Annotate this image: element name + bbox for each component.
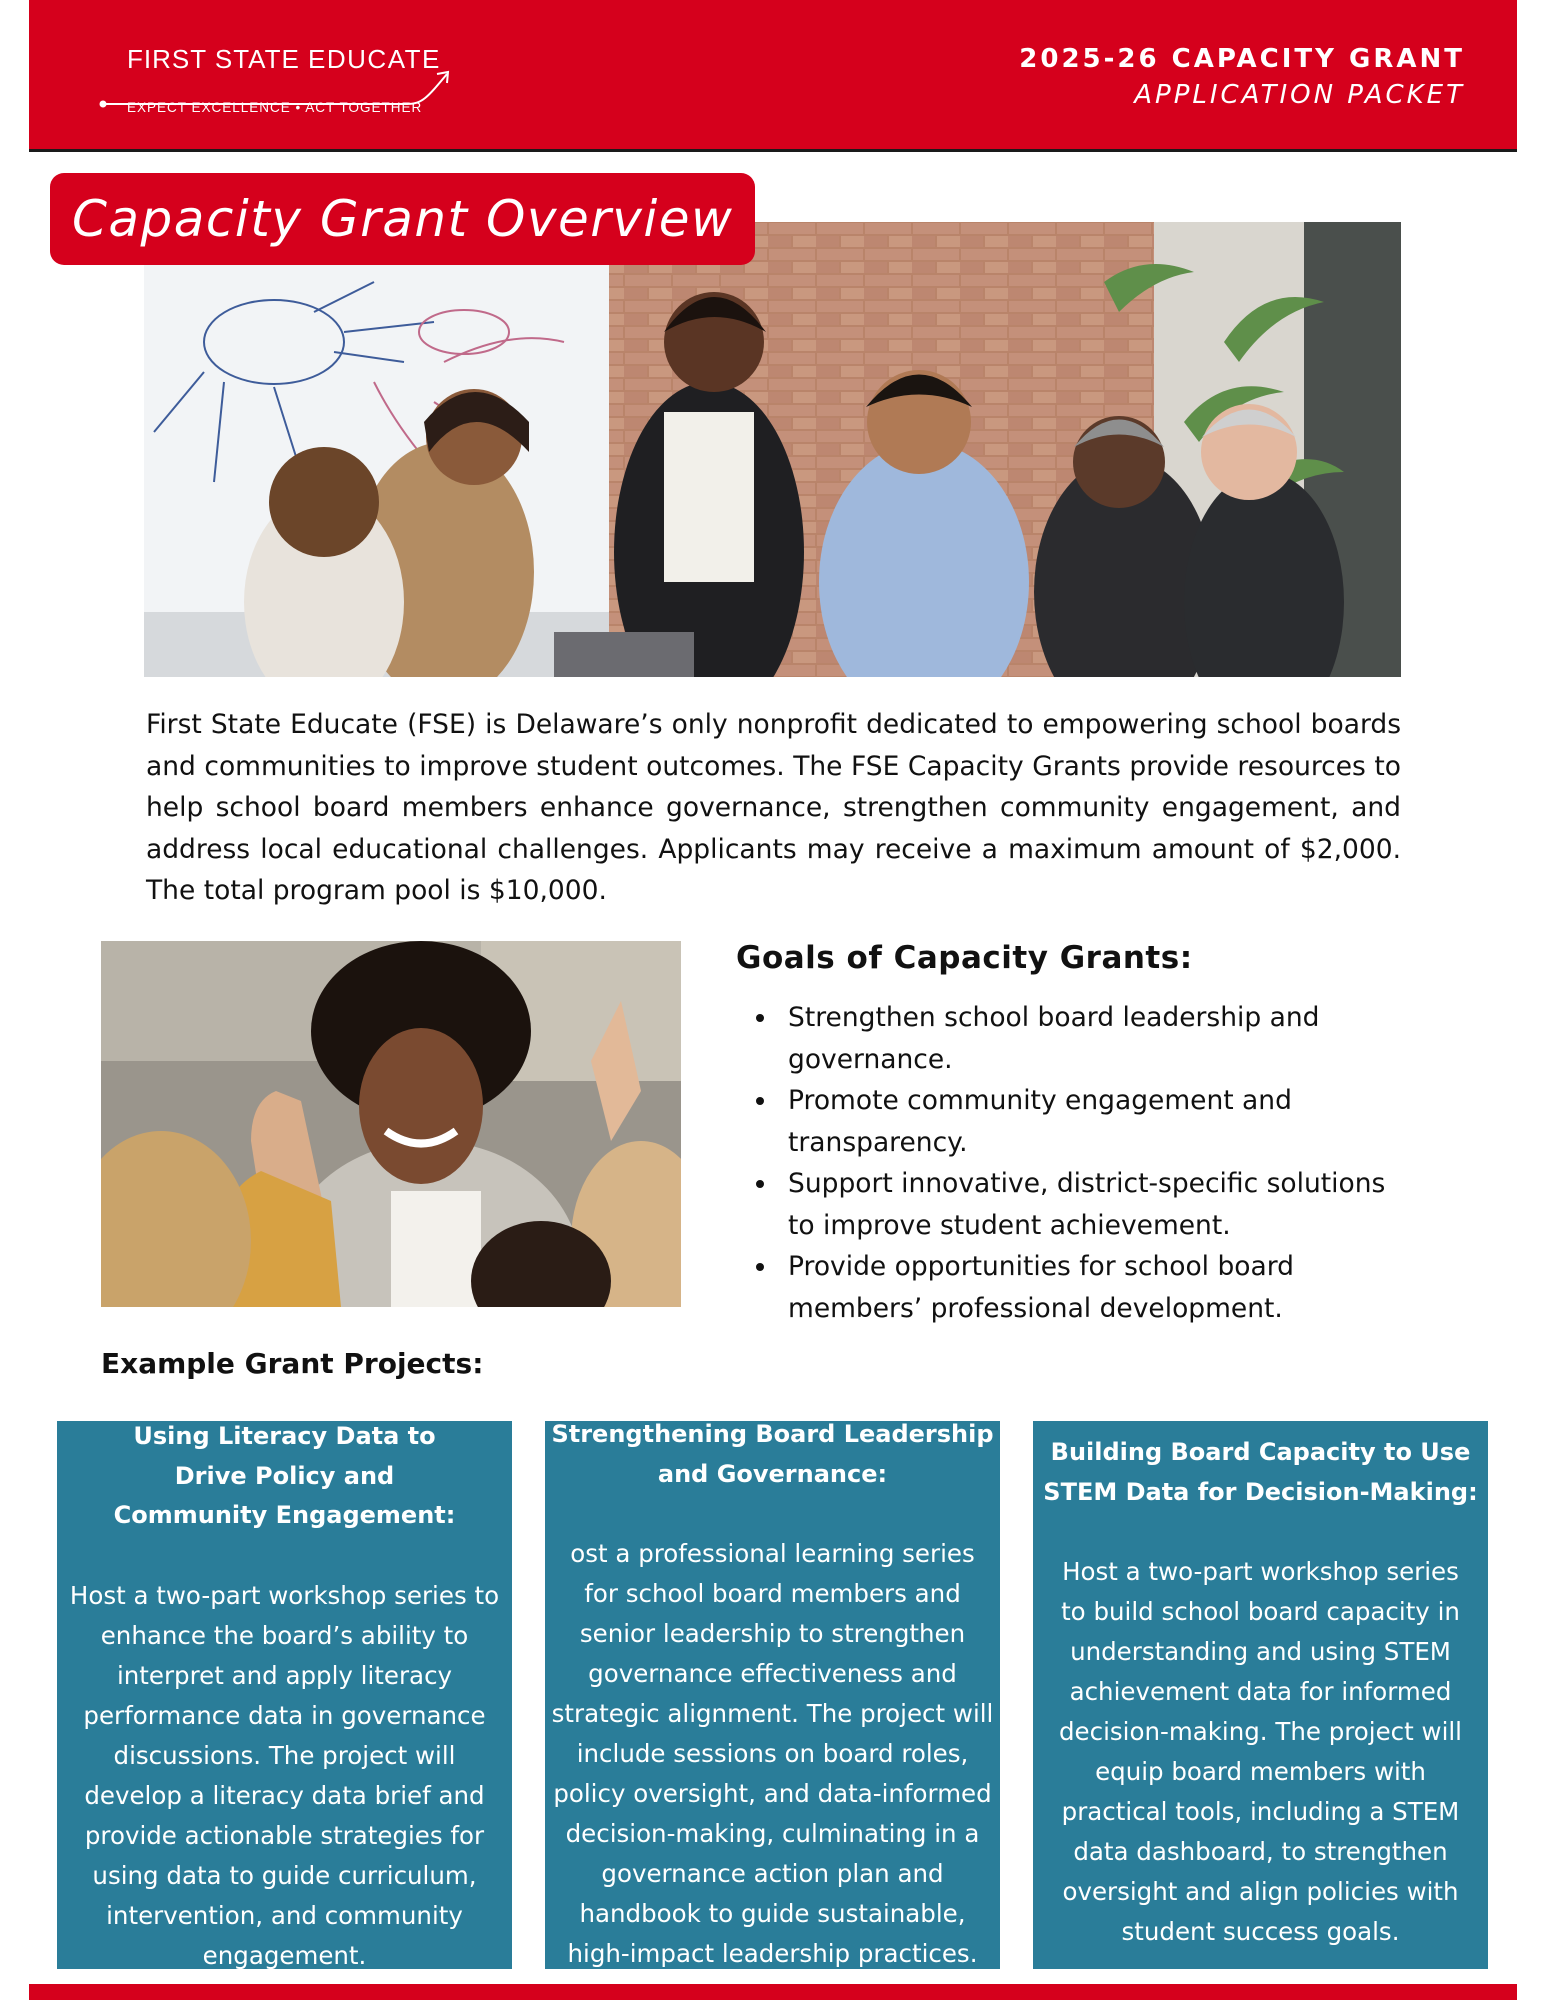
hero-photo bbox=[144, 222, 1401, 677]
goals-heading: Goals of Capacity Grants: bbox=[736, 940, 1193, 976]
page-title: Capacity Grant Overview bbox=[72, 190, 734, 248]
packet-title-line1: 2025-26 CAPACITY GRANT bbox=[1019, 44, 1465, 74]
page-title-badge bbox=[50, 173, 755, 265]
project-card-leadership bbox=[545, 1421, 1000, 1969]
meeting-photo-illustration bbox=[144, 222, 1401, 677]
packet-title bbox=[1019, 44, 1465, 110]
goal-item: Provide opportunities for school board members’ professional development. bbox=[752, 1246, 1412, 1329]
goal-item: Strengthen school board leadership and governance. bbox=[752, 997, 1412, 1080]
project-body: Host a two-part workshop series to enhance the board’s ability to interpret and apply literacy performance data in governance discussions. The project will develop a literacy data brief and provide actionable strategies for using data to guide curriculum, intervention, and community engagement. bbox=[69, 1580, 500, 1969]
logo-name: FIRST STATE EDUCATE bbox=[127, 44, 441, 74]
project-title: Using Literacy Data to Drive Policy and Community Engagement: bbox=[113, 1422, 456, 1529]
project-card-literacy bbox=[57, 1421, 512, 1969]
teacher-highfive-illustration bbox=[101, 941, 681, 1307]
examples-heading: Example Grant Projects: bbox=[101, 1347, 484, 1380]
project-body: ost a professional learning series for school board members and senior leadership to strengthen governance effectiveness and strategic alignment. The project will include sessions on board roles, policy oversight, and data-informed decision-making, culminating in a governance action plan and handbook to guide sustainable, high-impact leadership practices. bbox=[551, 1539, 994, 1968]
packet-title-line2: APPLICATION PACKET bbox=[1134, 80, 1465, 110]
header-banner bbox=[29, 0, 1517, 152]
classroom-photo bbox=[101, 941, 681, 1307]
project-body: Host a two-part workshop series to build school board capacity in understanding and using STEM achievement data for informed decision-making. The project will equip board members with practical tools, including a STEM data dashboard, to strengthen oversight and align policies with student success goals. bbox=[1059, 1557, 1462, 1946]
logo-tagline: EXPECT EXCELLENCE • ACT TOGETHER bbox=[127, 100, 423, 115]
goal-item: Promote community engagement and transparency. bbox=[752, 1080, 1412, 1163]
goal-item: Support innovative, district-specific solutions to improve student achievement. bbox=[752, 1163, 1412, 1246]
project-card-stem bbox=[1033, 1421, 1488, 1969]
intro-paragraph: First State Educate (FSE) is Delaware’s only nonprofit dedicated to empowering school boards and communities to improve student outcomes. The FSE Capacity Grants provide resources to help school board members enhance governance, strengthen community engagement, and address local educational challenges. Applicants may receive a maximum amount of $2,000. The total program pool is $10,000. bbox=[146, 709, 1401, 906]
project-title: Building Board Capacity to Use STEM Data for Decision-Making: bbox=[1043, 1438, 1478, 1506]
footer-bar bbox=[29, 1984, 1517, 2000]
goals-list bbox=[752, 997, 1412, 1329]
project-title: Strengthening Board Leadership and Governance: bbox=[551, 1421, 994, 1488]
